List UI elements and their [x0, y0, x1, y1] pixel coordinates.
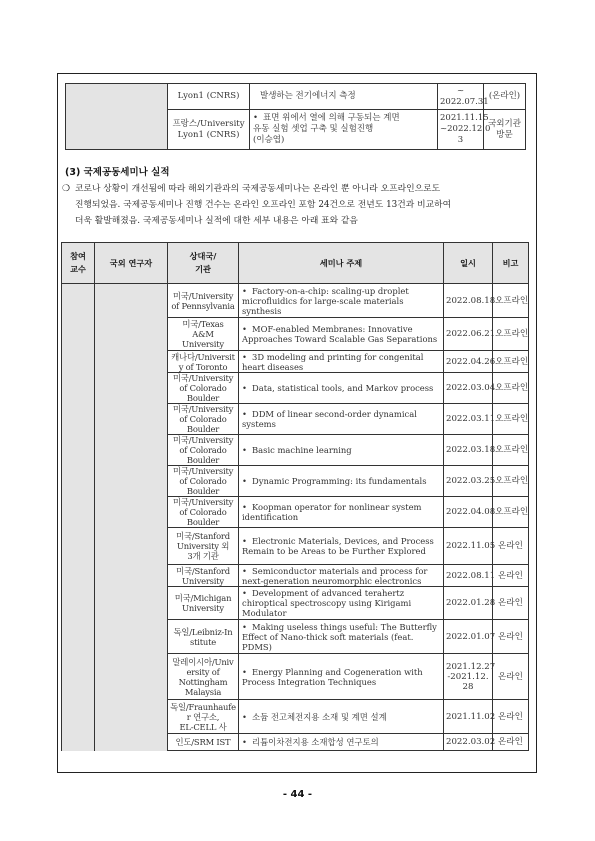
- table-row: [62, 284, 529, 318]
- date-cell: 2022.01.28: [444, 587, 493, 620]
- note-cell: 온라인: [493, 654, 529, 700]
- partner-cell: 미국/Michigan University: [168, 587, 239, 620]
- header-date: 일시: [444, 243, 493, 284]
- bullet-dot: •: [242, 588, 247, 598]
- date-cell: 2022.03.25: [444, 466, 493, 497]
- participant-cell: [62, 284, 95, 751]
- partner-cell: 미국/University of Colorado Boulder: [168, 404, 239, 435]
- bullet-dot: •: [242, 565, 247, 576]
- note-cell: 오프라인: [493, 284, 529, 318]
- bullet-dot: •: [253, 113, 259, 123]
- date-cell: 2022.03.11: [444, 404, 493, 435]
- paragraph-line: 더욱 활발해졌음. 국제공동세미나 실적에 대한 세부 내용은 아래 표와 같음: [75, 216, 358, 226]
- partner-cell: 독일/Leibniz-In stitute: [168, 620, 239, 654]
- date-cell: 2022.03.02: [444, 734, 493, 751]
- bullet-dot: •: [242, 445, 247, 455]
- bullet-dot: •: [242, 383, 247, 393]
- partner-cell: 인도/SRM IST: [168, 734, 239, 751]
- topic-text: 소듐 전고체전지용 소재 및 계면 설계: [252, 711, 387, 722]
- circle-bullet-icon: ❍: [62, 184, 70, 194]
- content-cell: 발생하는 전기에너지 측정: [250, 84, 438, 110]
- partner-cell: 캐나다/Universit y of Toronto: [168, 351, 239, 373]
- partner-cell: 미국/University of Pennsylvania: [168, 284, 239, 318]
- topic-text: DDM of linear second-order dynamical systems: [242, 409, 417, 429]
- partner-cell: 말레이시아/Univ ersity of Nottingham Malaysia: [168, 654, 239, 700]
- date-cell: 2022.03.18: [444, 435, 493, 466]
- partner-cell: 미국/University of Colorado Boulder: [168, 373, 239, 404]
- note-cell: (온라인): [484, 84, 526, 110]
- topic-cell: [239, 373, 444, 404]
- seminar-table-body: [62, 284, 529, 751]
- topic-cell: [239, 700, 444, 734]
- section-paragraph: [62, 181, 532, 229]
- note-cell: 오프라인: [493, 497, 529, 528]
- topic-cell: [239, 565, 444, 587]
- topic-cell: [239, 620, 444, 654]
- note-cell: 온라인: [493, 587, 529, 620]
- table-row: [66, 84, 526, 110]
- institution-cell: Lyon1 (CNRS): [168, 84, 250, 110]
- partner-cell: 독일/Fraunhaufe r 연구소, EL-CELL 사: [168, 700, 239, 734]
- note-cell: 오프라인: [493, 318, 529, 351]
- paragraph-text: 코로나 상황이 개선됨에 따라 해외기관과의 국제공동세미나는 온라인 뿐 아니라 오프라인으로도: [75, 184, 441, 194]
- topic-text: Data, statistical tools, and Markov process: [252, 383, 434, 393]
- period-cell: 2021.11.15 ~2022.12.0 3: [438, 110, 484, 150]
- seminar-table: [61, 242, 529, 751]
- date-cell: 2022.04.26: [444, 351, 493, 373]
- topic-text: Semiconductor materials and process for next-generation neuromorphic electronics: [242, 565, 428, 586]
- content-text: 표면 위에서 열에 의해 구동되는 계면 유동 실험 셋업 구축 및 실험진행 (이승엽): [253, 113, 400, 145]
- researcher-cell: [95, 284, 168, 751]
- bullet-dot: •: [242, 324, 247, 334]
- bullet-dot: •: [242, 666, 247, 677]
- section-title: (3) 국제공동세미나 실적: [65, 167, 170, 178]
- topic-cell: [239, 351, 444, 373]
- topic-cell: [239, 734, 444, 751]
- bullet-dot: •: [242, 621, 247, 632]
- note-cell: 국외기관 방문: [484, 110, 526, 150]
- note-cell: 오프라인: [493, 351, 529, 373]
- topic-text: MOF-enabled Membranes: Innovative Approaches Toward Scalable Gas Separations: [242, 324, 438, 344]
- topic-cell: [239, 404, 444, 435]
- content-cell: [250, 110, 438, 150]
- partner-cell: 미국/Texas A&M University: [168, 318, 239, 351]
- page-number: - 44 -: [282, 789, 313, 800]
- bullet-dot: •: [242, 476, 247, 486]
- topic-cell: [239, 587, 444, 620]
- institution-cell: 프랑스/University Lyon1 (CNRS): [168, 110, 250, 150]
- note-cell: 오프라인: [493, 373, 529, 404]
- header-participant: 참여 교수: [62, 243, 95, 284]
- topic-text: Making useless things useful: The Butterfly Effect of Nano-thick soft materials (feat. PDMS): [242, 621, 437, 652]
- topic-cell: [239, 435, 444, 466]
- note-cell: 온라인: [493, 620, 529, 654]
- topic-cell: [239, 318, 444, 351]
- partner-cell: 미국/Stanford University: [168, 565, 239, 587]
- paragraph-line: 진행되었음. 국제공동세미나 진행 건수는 온라인 오프라인 포함 24건으로 전년도 13건과 비교하여: [75, 200, 452, 210]
- topic-cell: [239, 466, 444, 497]
- date-cell: 2022.08.18: [444, 284, 493, 318]
- bullet-dot: •: [242, 285, 247, 296]
- bullet-dot: •: [242, 351, 247, 362]
- partner-cell: 미국/University of Colorado Boulder: [168, 435, 239, 466]
- header-note: 비고: [493, 243, 529, 284]
- header-topic: 세미나 주제: [239, 243, 444, 284]
- period-cell: ~ 2022.07.31: [438, 84, 484, 110]
- note-cell: 온라인: [493, 565, 529, 587]
- header-partner: 상대국/ 기관: [168, 243, 239, 284]
- topic-cell: [239, 654, 444, 700]
- note-cell: 온라인: [493, 734, 529, 751]
- paragraph-line: [62, 181, 532, 197]
- note-cell: 온라인: [493, 700, 529, 734]
- note-cell: 오프라인: [493, 404, 529, 435]
- header-researcher: 국외 연구자: [95, 243, 168, 284]
- bullet-dot: •: [242, 502, 247, 512]
- topic-text: 리튬이차전지용 소재합성 연구토의: [252, 737, 379, 747]
- bullet-dot: •: [242, 409, 247, 419]
- continued-visit-table: [65, 83, 526, 150]
- topic-text: Basic machine learning: [252, 445, 352, 455]
- date-cell: 2022.11.05: [444, 528, 493, 565]
- note-cell: 오프라인: [493, 435, 529, 466]
- partner-cell: 미국/University of Colorado Boulder: [168, 466, 239, 497]
- topic-text: Factory-on-a-chip: scaling-up droplet microfluidics for large-scale materials synthesis: [242, 285, 409, 316]
- topic-cell: [239, 528, 444, 565]
- note-cell: 오프라인: [493, 466, 529, 497]
- bullet-dot: •: [242, 737, 247, 747]
- topic-text: Energy Planning and Cogeneration with Process Integration Techniques: [242, 666, 423, 687]
- topic-text: Koopman operator for nonlinear system identification: [242, 502, 422, 522]
- date-cell: 2022.03.04: [444, 373, 493, 404]
- bullet-dot: •: [242, 536, 247, 546]
- topic-text: Electronic Materials, Devices, and Process Remain to be Areas to be Further Explored: [242, 536, 434, 556]
- date-cell: 2022.06.21: [444, 318, 493, 351]
- topic-text: Development of advanced terahertz chiroptical spectroscopy using Kirigami Modulator: [242, 588, 412, 618]
- bullet-dot: •: [242, 711, 247, 722]
- partner-cell: 미국/University of Colorado Boulder: [168, 497, 239, 528]
- date-cell: 2021.12.27 -2021.12. 28: [444, 654, 493, 700]
- date-cell: 2021.11.02: [444, 700, 493, 734]
- shaded-cell: [66, 84, 168, 150]
- note-cell: 온라인: [493, 528, 529, 565]
- header-row: [62, 243, 529, 284]
- topic-cell: [239, 497, 444, 528]
- date-cell: 2022.04.08: [444, 497, 493, 528]
- date-cell: 2022.08.11: [444, 565, 493, 587]
- topic-text: 3D modeling and printing for congenital heart diseases: [242, 351, 424, 372]
- date-cell: 2022.01.07: [444, 620, 493, 654]
- topic-cell: [239, 284, 444, 318]
- topic-text: Dynamic Programming: its fundamentals: [252, 476, 427, 486]
- partner-cell: 미국/Stanford University 외 3개 기관: [168, 528, 239, 565]
